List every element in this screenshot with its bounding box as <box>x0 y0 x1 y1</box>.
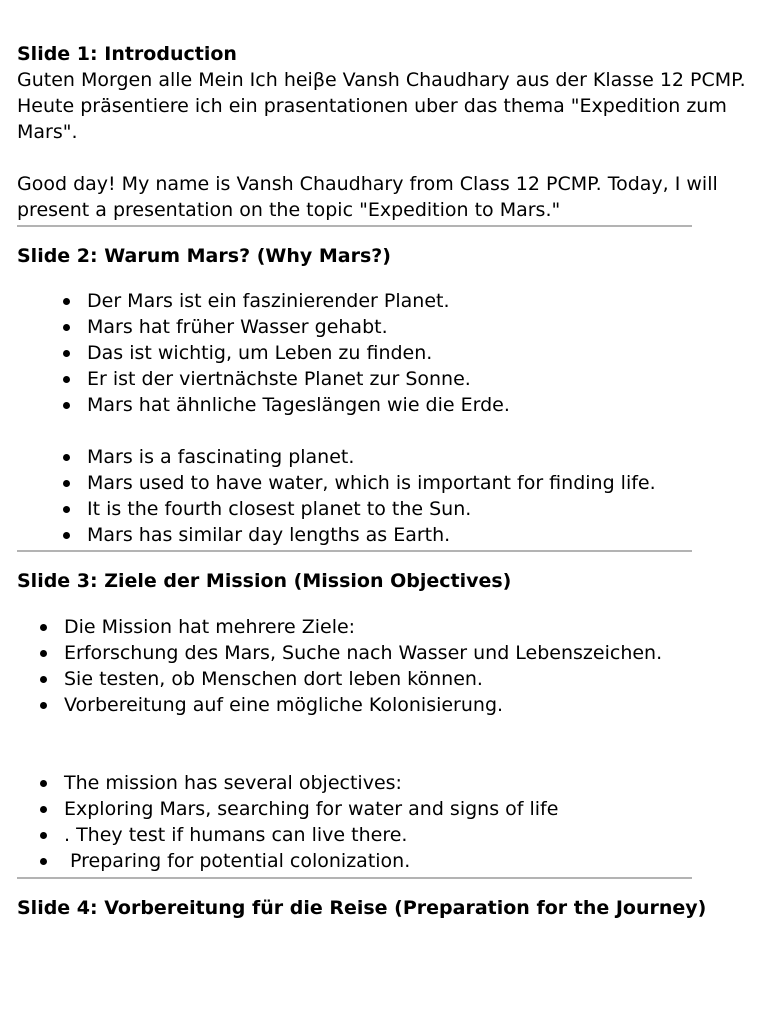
list-item: Mars hat früher Wasser gehabt. <box>87 314 757 340</box>
slide-1-english-text: Good day! My name is Vansh Chaudhary from Class 12 PCMP. Today, I will present a presentation on the topic "Expedition to Mars." <box>17 173 718 221</box>
slide-3-heading: Slide 3: Ziele der Mission (Mission Objectives) <box>17 570 512 592</box>
divider <box>17 550 692 552</box>
list-item: Die Mission hat mehrere Ziele: <box>64 614 757 640</box>
list-item: Sie testen, ob Menschen dort leben können. <box>64 666 757 692</box>
document-body <box>17 41 757 921</box>
slide-4-heading: Slide 4: Vorbereitung für die Reise (Preparation for the Journey) <box>17 897 707 919</box>
list-item: Erforschung des Mars, Suche nach Wasser und Lebenszeichen. <box>64 640 757 666</box>
list-item: Exploring Mars, searching for water and signs of life <box>64 796 757 822</box>
list-item: It is the fourth closest planet to the Sun. <box>87 496 757 522</box>
divider <box>17 877 692 879</box>
slide-1-german-text: Guten Morgen alle Mein Ich heiβe Vansh Chaudhary aus der Klasse 12 PCMP. Heute präsentiere ich ein prasentationen uber das thema "Expedition zum Mars". <box>17 69 746 143</box>
spacer <box>17 418 757 444</box>
slide-3-german-list <box>17 614 757 718</box>
list-item: Vorbereitung auf eine mögliche Kolonisierung. <box>64 692 757 718</box>
list-item: Preparing for potential colonization. <box>64 848 757 874</box>
slide-2-german-list <box>17 288 757 418</box>
slide-2-heading: Slide 2: Warum Mars? (Why Mars?) <box>17 245 391 267</box>
list-item: Mars has similar day lengths as Earth. <box>87 522 757 548</box>
slide-3-english-list <box>17 770 757 874</box>
list-item: Das ist wichtig, um Leben zu finden. <box>87 340 757 366</box>
list-item: Mars is a fascinating planet. <box>87 444 757 470</box>
slide-1-heading: Slide 1: Introduction <box>17 43 237 65</box>
slide-2-english-list <box>17 444 757 548</box>
list-item: Mars used to have water, which is important for finding life. <box>87 470 757 496</box>
list-item: . They test if humans can live there. <box>64 822 757 848</box>
list-item: The mission has several objectives: <box>64 770 757 796</box>
spacer <box>17 145 757 171</box>
list-item: Mars hat ähnliche Tageslängen wie die Erde. <box>87 392 757 418</box>
list-item: Er ist der viertnächste Planet zur Sonne. <box>87 366 757 392</box>
divider <box>17 225 692 227</box>
list-item: Der Mars ist ein faszinierender Planet. <box>87 288 757 314</box>
spacer <box>17 718 757 770</box>
